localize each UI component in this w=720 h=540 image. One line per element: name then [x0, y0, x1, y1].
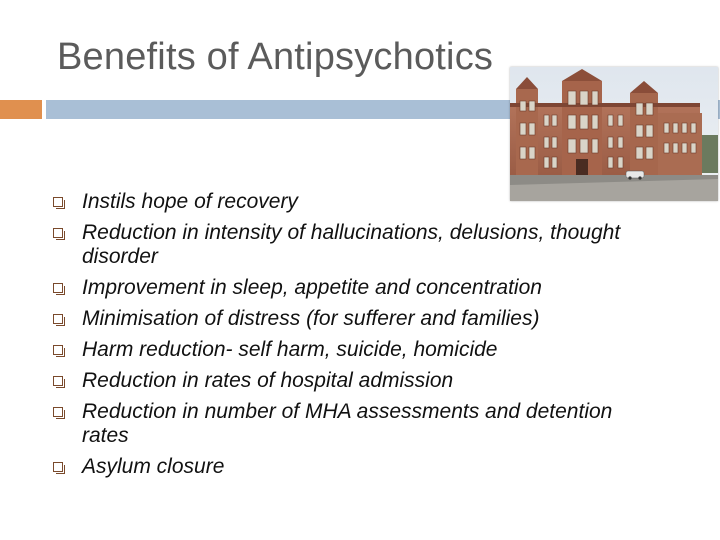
accent-bar-left	[0, 100, 42, 119]
list-item	[53, 369, 633, 393]
bullet-text: Improvement in sleep, appetite and concentration	[82, 276, 542, 299]
list-item	[53, 276, 633, 300]
list-item	[53, 455, 633, 479]
list-item	[53, 221, 633, 269]
square-bullet-icon	[53, 314, 63, 324]
bullet-text: Reduction in rates of hospital admission	[82, 369, 454, 392]
hospital-building-photo	[510, 67, 718, 201]
list-item	[53, 338, 633, 362]
square-bullet-icon	[53, 228, 63, 238]
list-item	[53, 400, 633, 448]
bullet-text: Instils hope of recovery	[82, 190, 298, 213]
square-bullet-icon	[53, 407, 63, 417]
bullet-list	[53, 190, 633, 486]
bullet-text: Harm reduction- self harm, suicide, homicide	[82, 338, 498, 361]
square-bullet-icon	[53, 462, 63, 472]
square-bullet-icon	[53, 283, 63, 293]
list-item	[53, 307, 633, 331]
bullet-text: Asylum closure	[82, 455, 225, 478]
bullet-text: Reduction in intensity of hallucinations, delusions, thought disorder	[82, 221, 621, 268]
square-bullet-icon	[53, 376, 63, 386]
bullet-text: Minimisation of distress (for sufferer and families)	[82, 307, 540, 330]
square-bullet-icon	[53, 345, 63, 355]
slide-title: Benefits of Antipsychotics	[57, 36, 494, 78]
square-bullet-icon	[53, 197, 63, 207]
bullet-text: Reduction in number of MHA assessments and detention rates	[82, 400, 613, 447]
